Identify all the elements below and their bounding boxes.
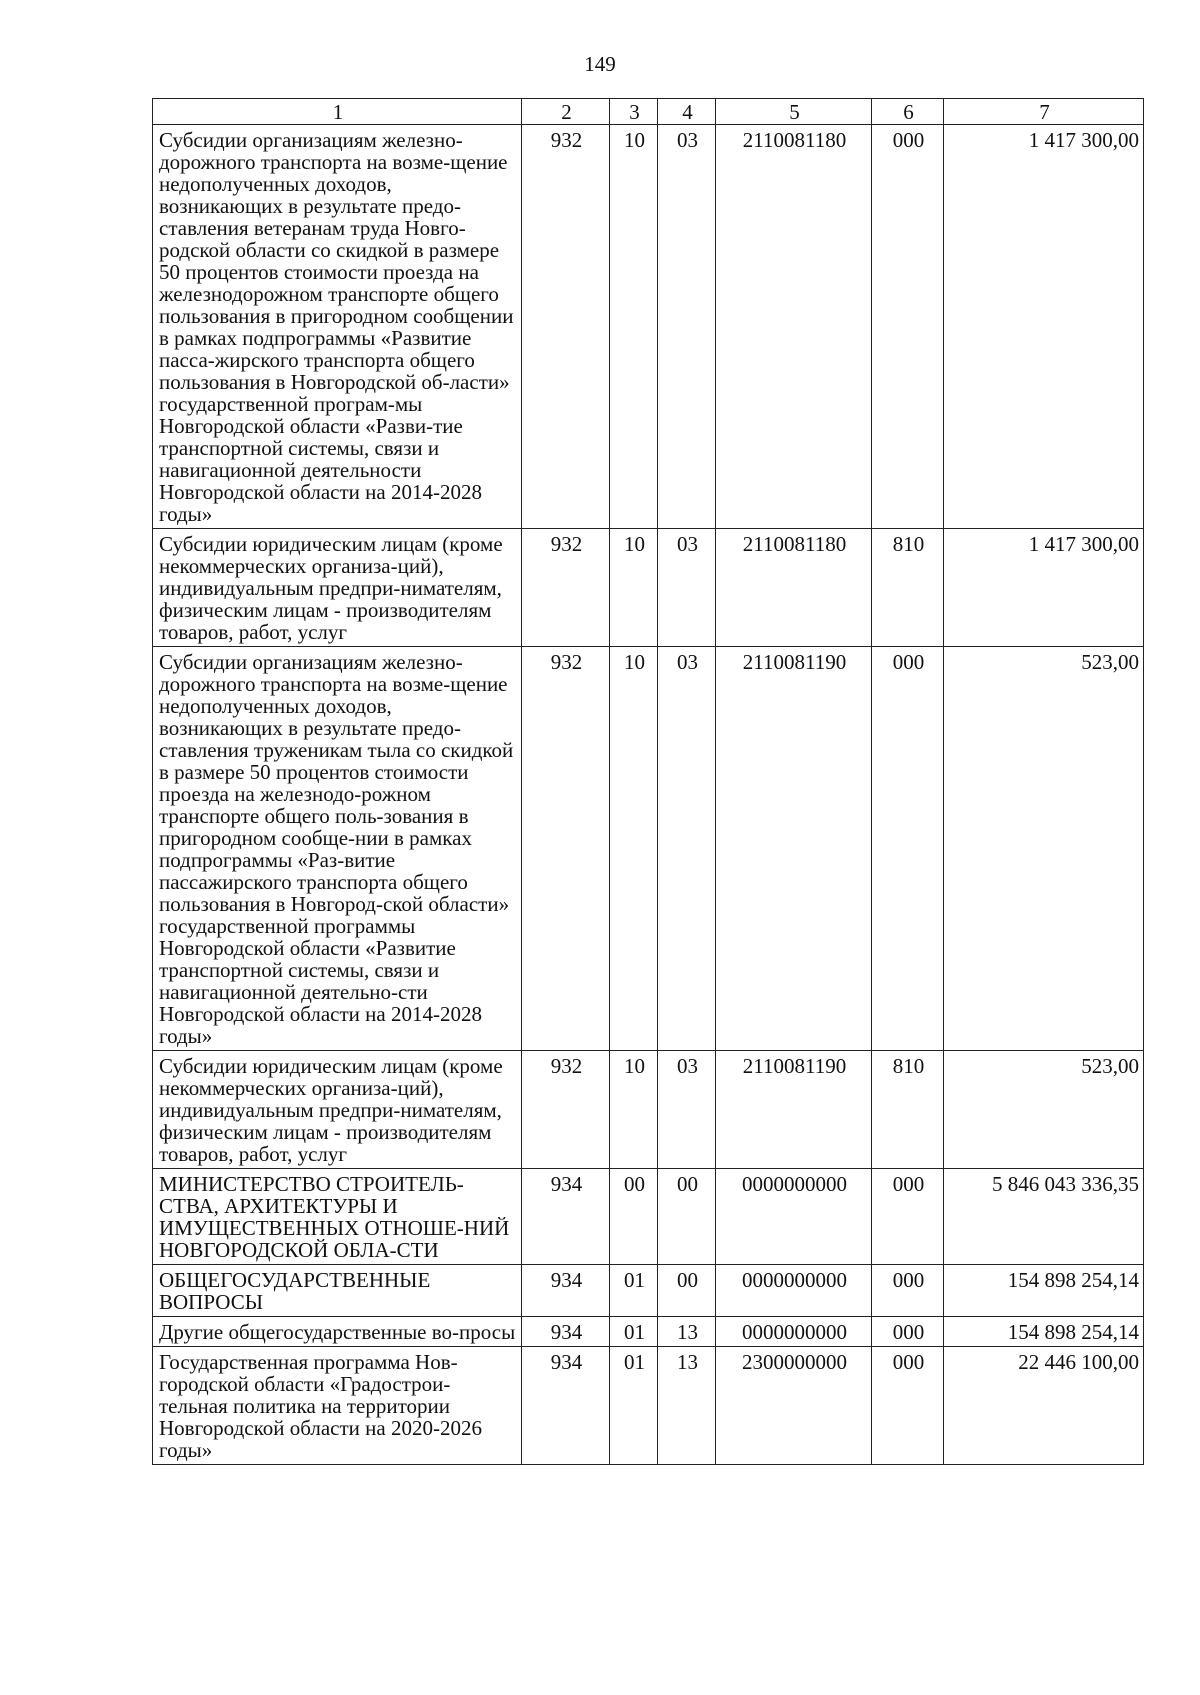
section-code: 10 — [610, 529, 658, 647]
item-name: ОБЩЕГОСУДАРСТВЕННЫЕ ВОПРОСЫ — [153, 1265, 522, 1317]
target-article-code: 0000000000 — [716, 1317, 872, 1347]
ministry-code: 934 — [522, 1265, 610, 1317]
budget-table — [152, 98, 1144, 1465]
column-header: 4 — [658, 99, 716, 125]
table-row — [153, 529, 1144, 647]
ministry-code: 932 — [522, 529, 610, 647]
item-name: Субсидии юридическим лицам (кроме некоммерческих организа-ций), индивидуальным предпри-нимателям, физическим лицам - производителям товаров, работ, услуг — [153, 1051, 522, 1169]
amount: 1 417 300,00 — [944, 529, 1144, 647]
ministry-code: 934 — [522, 1347, 610, 1465]
subsection-code: 00 — [658, 1169, 716, 1265]
item-name: Субсидии организациям железно-дорожного транспорта на возме-щение недополученных доходов, возникающих в результате предо-ставления ветеранам труда Новго-родской области со скидкой в размере 50 процентов стоимости проезда на железнодорожном транспорте общего пользования в пригородном сообщении в рамках подпрограммы «Развитие пасса-жирского транспорта общего пользования в Новгородской об-ласти» государственной програм-мы Новгородской области «Разви-тие транспортной системы, связи и навигационной деятельности Новгородской области на 2014-2028 годы» — [153, 125, 522, 529]
expense-type-code: 000 — [872, 647, 944, 1051]
column-header: 3 — [610, 99, 658, 125]
target-article-code: 2110081190 — [716, 647, 872, 1051]
item-name: Субсидии юридическим лицам (кроме некоммерческих организа-ций), индивидуальным предпри-нимателям, физическим лицам - производителям товаров, работ, услуг — [153, 529, 522, 647]
subsection-code: 13 — [658, 1347, 716, 1465]
expense-type-code: 000 — [872, 125, 944, 529]
target-article-code: 2300000000 — [716, 1347, 872, 1465]
table-row — [153, 1265, 1144, 1317]
target-article-code: 0000000000 — [716, 1169, 872, 1265]
expense-type-code: 810 — [872, 529, 944, 647]
table-row — [153, 1347, 1144, 1465]
subsection-code: 03 — [658, 125, 716, 529]
section-code: 10 — [610, 125, 658, 529]
table-header-row — [153, 99, 1144, 125]
amount: 154 898 254,14 — [944, 1317, 1144, 1347]
item-name: Другие общегосударственные во-просы — [153, 1317, 522, 1347]
column-header: 7 — [944, 99, 1144, 125]
table-row — [153, 1317, 1144, 1347]
subsection-code: 13 — [658, 1317, 716, 1347]
amount: 1 417 300,00 — [944, 125, 1144, 529]
subsection-code: 03 — [658, 529, 716, 647]
ministry-code: 934 — [522, 1169, 610, 1265]
column-header: 6 — [872, 99, 944, 125]
page-number: 149 — [584, 52, 616, 76]
subsection-code: 03 — [658, 1051, 716, 1169]
ministry-code: 932 — [522, 647, 610, 1051]
table-row — [153, 1169, 1144, 1265]
table-row — [153, 125, 1144, 529]
target-article-code: 0000000000 — [716, 1265, 872, 1317]
expense-type-code: 000 — [872, 1265, 944, 1317]
ministry-code: 932 — [522, 125, 610, 529]
section-code: 01 — [610, 1265, 658, 1317]
expense-type-code: 000 — [872, 1169, 944, 1265]
item-name: Субсидии организациям железно-дорожного транспорта на возме-щение недополученных доходов, возникающих в результате предо-ставления труженикам тыла со скидкой в размере 50 процентов стоимости проезда на железнодо-рожном транспорте общего поль-зования в пригородном сообще-нии в рамках подпрограммы «Раз-витие пассажирского транспорта общего пользования в Новгород-ской области» государственной программы Новгородской области «Развитие транспортной системы, связи и навигационной деятельно-сти Новгородской области на 2014-2028 годы» — [153, 647, 522, 1051]
expense-type-code: 000 — [872, 1347, 944, 1465]
table-row — [153, 1051, 1144, 1169]
column-header: 1 — [153, 99, 522, 125]
table-row — [153, 647, 1144, 1051]
target-article-code: 2110081180 — [716, 529, 872, 647]
ministry-code: 934 — [522, 1317, 610, 1347]
section-code: 01 — [610, 1347, 658, 1465]
section-code: 00 — [610, 1169, 658, 1265]
item-name: Государственная программа Нов-городской области «Градострои-тельная политика на территории Новгородской области на 2020-2026 годы» — [153, 1347, 522, 1465]
subsection-code: 00 — [658, 1265, 716, 1317]
column-header: 5 — [716, 99, 872, 125]
column-header: 2 — [522, 99, 610, 125]
expense-type-code: 810 — [872, 1051, 944, 1169]
section-code: 10 — [610, 1051, 658, 1169]
amount: 22 446 100,00 — [944, 1347, 1144, 1465]
ministry-code: 932 — [522, 1051, 610, 1169]
item-name: МИНИСТЕРСТВО СТРОИТЕЛЬ-СТВА, АРХИТЕКТУРЫ И ИМУЩЕСТВЕННЫХ ОТНОШЕ-НИЙ НОВГОРОДСКОЙ ОБЛА-СТИ — [153, 1169, 522, 1265]
amount: 523,00 — [944, 1051, 1144, 1169]
subsection-code: 03 — [658, 647, 716, 1051]
expense-type-code: 000 — [872, 1317, 944, 1347]
amount: 154 898 254,14 — [944, 1265, 1144, 1317]
target-article-code: 2110081180 — [716, 125, 872, 529]
amount: 523,00 — [944, 647, 1144, 1051]
section-code: 01 — [610, 1317, 658, 1347]
section-code: 10 — [610, 647, 658, 1051]
target-article-code: 2110081190 — [716, 1051, 872, 1169]
amount: 5 846 043 336,35 — [944, 1169, 1144, 1265]
